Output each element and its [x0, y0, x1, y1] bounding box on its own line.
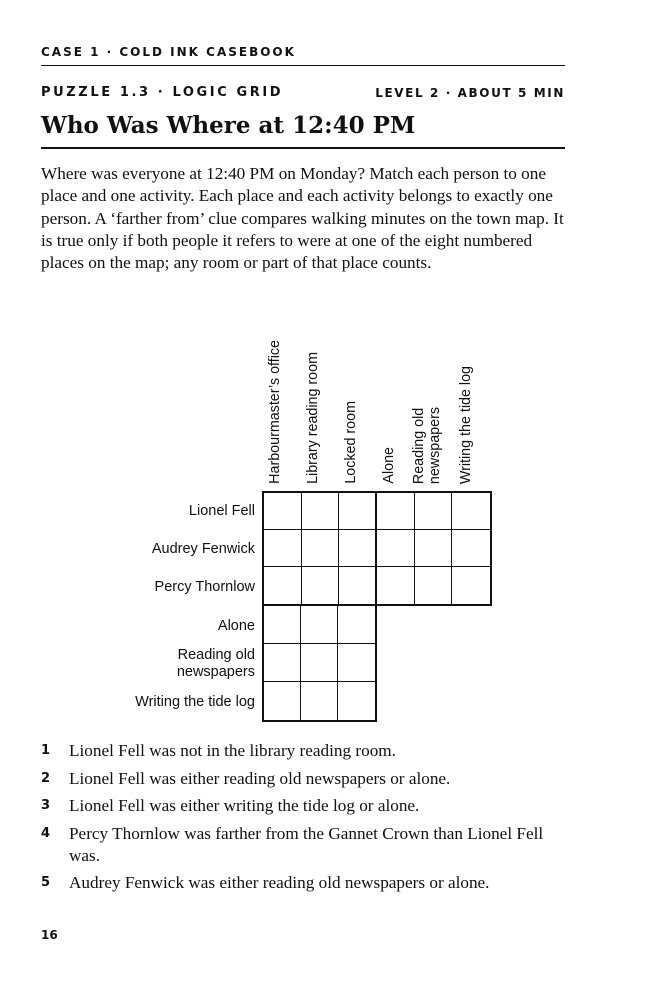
clue-number: 4 [41, 825, 51, 841]
logic-grid-people-block [262, 491, 492, 606]
grid-cell[interactable] [338, 644, 375, 682]
clue-item [41, 768, 566, 790]
clue-item [41, 740, 566, 762]
row-label-writing-the-tide-log: Writing the tide log [135, 694, 255, 710]
grid-cell[interactable] [339, 567, 377, 604]
clue-item [41, 872, 566, 894]
grid-cell[interactable] [264, 493, 302, 530]
clue-number: 3 [41, 798, 51, 813]
row-label-alone: Alone [217, 618, 255, 634]
column-header-library-reading-room: Library reading room [305, 352, 321, 484]
grid-cell[interactable] [415, 567, 453, 604]
clue-text: Lionel Fell was either writing the tide log or alone. [69, 796, 420, 815]
row-label-lionel-fell: Lionel Fell [188, 503, 255, 519]
grid-cell[interactable] [302, 530, 340, 567]
grid-cell[interactable] [377, 530, 415, 567]
grid-cell[interactable] [452, 530, 490, 567]
grid-cell[interactable] [264, 567, 302, 604]
column-header-alone: Alone [381, 447, 397, 484]
case-label: CASE 1 · COLD INK CASEBOOK [41, 45, 296, 59]
header-divider [41, 65, 565, 66]
grid-cell[interactable] [264, 530, 302, 567]
grid-cell[interactable] [339, 530, 377, 567]
clue-item [41, 795, 566, 817]
title-divider [41, 147, 565, 149]
page-number: 16 [41, 928, 58, 942]
intro-paragraph: Where was everyone at 12:40 PM on Monday? Match each person to one place and one activity. Each place and each activity belongs to exactly one person. A ‘farther from’ clue compares walking minutes on the town map. It is true only if both people it refers to were at one of the eight numbered places on the map; any room or part of that place counts. [41, 164, 564, 273]
column-header-reading-old-newspapers: Reading old newspapers [411, 406, 443, 484]
grid-cell[interactable] [264, 682, 301, 720]
grid-column-headers [262, 318, 492, 488]
grid-cell[interactable] [338, 682, 375, 720]
grid-cell[interactable] [301, 682, 338, 720]
level-label: LEVEL 2 · ABOUT 5 MIN [375, 86, 565, 100]
clue-number: 2 [41, 770, 51, 786]
column-header-locked-room: Locked room [343, 401, 359, 484]
grid-cell[interactable] [452, 493, 490, 530]
clue-text: Lionel Fell was either reading old newspapers or alone. [69, 768, 451, 788]
row-label-percy-thornlow: Percy Thornlow [154, 579, 255, 595]
grid-cell[interactable] [338, 606, 375, 644]
page-title: Who Was Where at 12:40 PM [41, 112, 416, 139]
logic-grid-activity-block [262, 606, 377, 722]
clue-item [41, 823, 566, 867]
clue-text: Percy Thornlow was farther from the Gannet Crown than Lionel Fell was. [69, 823, 544, 865]
grid-cell[interactable] [264, 644, 301, 682]
row-label-audrey-fenwick: Audrey Fenwick [151, 541, 255, 557]
clue-list [41, 740, 566, 900]
puzzle-label: PUZZLE 1.3 · LOGIC GRID [41, 85, 284, 100]
grid-cell[interactable] [302, 567, 340, 604]
grid-cell[interactable] [301, 644, 338, 682]
grid-cell[interactable] [452, 567, 490, 604]
grid-cell[interactable] [415, 530, 453, 567]
grid-cell[interactable] [264, 606, 301, 644]
grid-cell[interactable] [415, 493, 453, 530]
grid-cell[interactable] [339, 493, 377, 530]
grid-cell[interactable] [302, 493, 340, 530]
column-header-harbourmasters-office: Harbourmaster’s office [267, 340, 283, 484]
clue-text: Lionel Fell was not in the library reading room. [69, 741, 396, 760]
row-label-reading-old-newspapers: Reading old newspapers [176, 647, 255, 680]
grid-cell[interactable] [301, 606, 338, 644]
clue-number: 1 [41, 743, 51, 758]
clue-number: 5 [41, 875, 51, 890]
grid-cell[interactable] [377, 493, 415, 530]
grid-cell[interactable] [377, 567, 415, 604]
clue-text: Audrey Fenwick was either reading old newspapers or alone. [69, 873, 490, 892]
column-header-writing-the-tide-log: Writing the tide log [458, 365, 474, 484]
